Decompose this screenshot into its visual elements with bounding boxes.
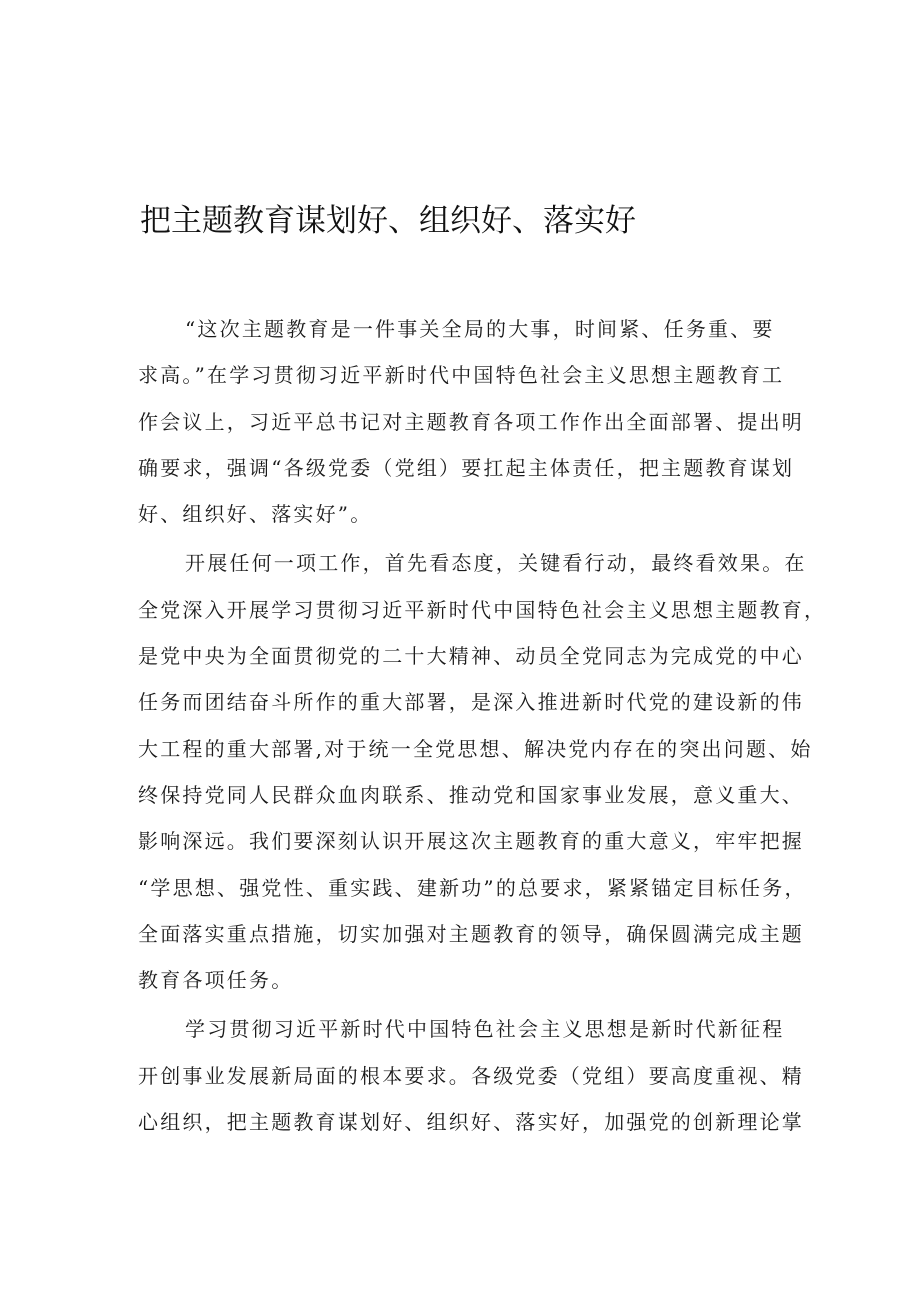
text-line: 是党中央为全面贯彻党的二十大精神、动员全党同志为完成党的中心: [138, 644, 804, 669]
text-line: 全面落实重点措施，切实加强对主题教育的领导，确保圆满完成主题: [138, 921, 804, 946]
text-line: 大工程的重大部署,对于统一全党思想、解决党内存在的突出问题、始: [138, 736, 813, 761]
text-line: “这次主题教育是一件事关全局的大事，时间紧、任务重、要: [185, 317, 775, 341]
text-line: 确要求，强调“各级党委（党组）要扛起主体责任，把主题教育谋划: [138, 455, 795, 480]
text-line: “学思想、强党性、重实践、建新功”的总要求，紧紧锚定目标任务，: [138, 875, 807, 900]
text-line: 开创事业发展新局面的根本要求。各级党委（党组）要高度重视、精: [138, 1063, 804, 1088]
text-line: 影响深远。我们要深刻认识开展这次主题教育的重大意义，牢牢把握: [138, 829, 804, 854]
text-line: 任务而团结奋斗所作的重大部署，是深入推进新时代党的建设新的伟: [138, 690, 804, 715]
document-body: [138, 313, 827, 1155]
text-line: 心组织，把主题教育谋划好、组织好、落实好，加强党的创新理论掌: [138, 1110, 804, 1135]
text-line: 作会议上，习近平总书记对主题教育各项工作作出全面部署、提出明: [138, 409, 804, 434]
paragraph-2: [138, 547, 827, 1010]
paragraph-3: [138, 1013, 804, 1152]
paragraph-1: [138, 313, 804, 544]
document-title: 把主题教育谋划好、组织好、落实好: [140, 203, 636, 239]
text-line: 开展任何一项工作，首先看态度，关键看行动，最终看效果。在: [185, 551, 807, 576]
text-line: 求高。”在学习贯彻习近平新时代中国特色社会主义思想主题教育工: [138, 363, 785, 388]
text-line: 终保持党同人民群众血肉联系、推动党和国家事业发展，意义重大、: [138, 782, 804, 807]
text-line: 全党深入开展学习贯彻习近平新时代中国特色社会主义思想主题教育，: [138, 597, 827, 622]
text-line: 好、组织好、落实好”。: [138, 502, 373, 527]
text-line: 学习贯彻习近平新时代中国特色社会主义思想是新时代新征程: [185, 1017, 785, 1042]
text-line: 教育各项任务。: [138, 968, 294, 993]
